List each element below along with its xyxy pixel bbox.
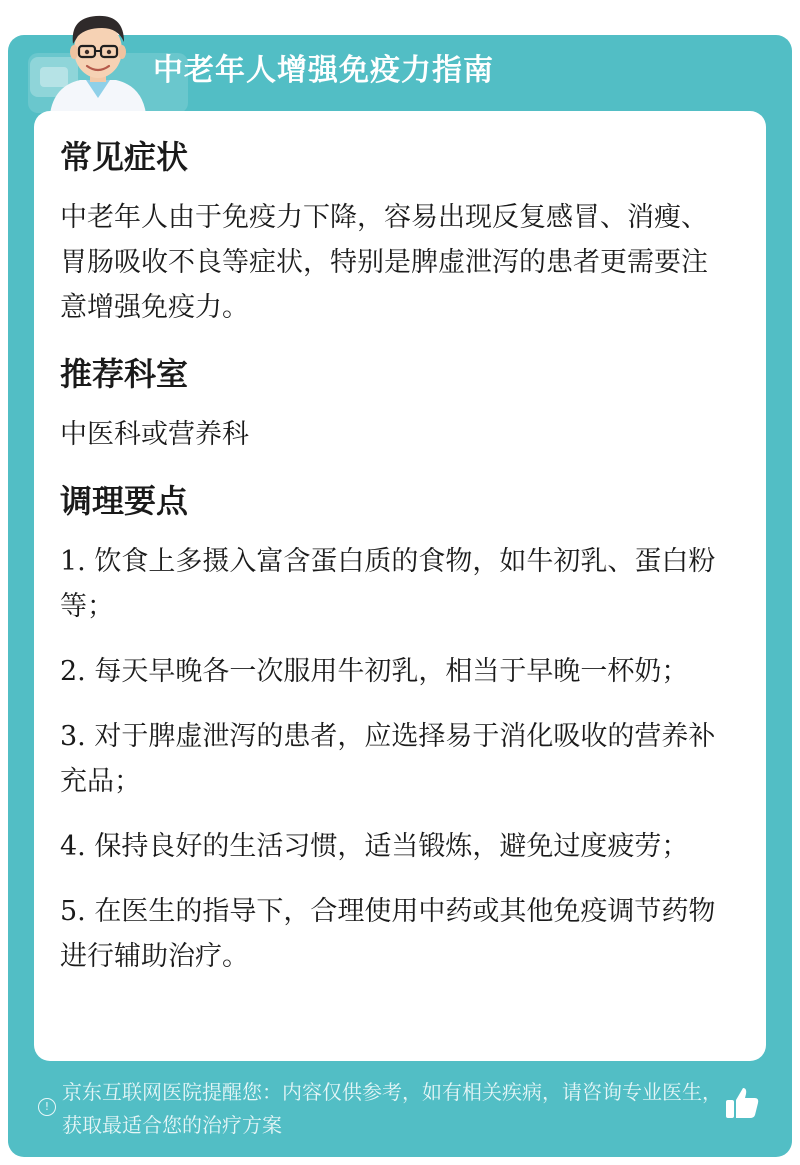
list-item [60, 889, 730, 979]
list-item-text: 每天早晚各一次服用牛初乳，相当于早晚一杯奶； [94, 656, 689, 687]
content-card [34, 111, 766, 1061]
list-item-text: 在医生的指导下，合理使用中药或其他免疫调节药物进行辅助治疗。 [60, 896, 716, 972]
section-title-symptoms: 常见症状 [60, 138, 189, 176]
list-item [60, 824, 730, 869]
symptoms-text: 中老年人由于免疫力下降，容易出现反复感冒、消瘦、胃肠吸收不良等症状，特别是脾虚泄泻的患者更需要注意增强免疫力。 [60, 202, 708, 323]
content-body [60, 133, 730, 999]
page-title: 中老年人增强免疫力指南 [153, 53, 494, 88]
doctor-avatar-icon [40, 6, 156, 114]
list-item-number: 3. [60, 721, 86, 752]
list-item [60, 649, 730, 694]
section-title-department: 推荐科室 [60, 355, 189, 393]
list-item-number: 5. [60, 896, 86, 927]
list-item [60, 714, 730, 804]
thumbs-up-icon[interactable] [724, 1086, 760, 1120]
list-item-text: 对于脾虚泄泻的患者，应选择易于消化吸收的营养补充品； [60, 721, 716, 797]
section-title-care-points: 调理要点 [60, 482, 189, 520]
list-item-number: 4. [60, 831, 86, 862]
info-icon: ! [38, 1098, 56, 1116]
list-item-number: 2. [60, 656, 86, 687]
list-item-text: 保持良好的生活习惯，适当锻炼，避免过度疲劳； [94, 831, 689, 862]
department-text: 中医科或营养科 [60, 419, 249, 450]
list-item-text: 饮食上多摄入富含蛋白质的食物，如牛初乳、蛋白粉等； [60, 546, 716, 622]
footer-disclaimer: 京东互联网医院提醒您：内容仅供参考，如有相关疾病，请咨询专业医生，获取最适合您的治疗方案 [62, 1080, 722, 1137]
list-item-number: 1. [60, 546, 86, 577]
list-item [60, 539, 730, 629]
